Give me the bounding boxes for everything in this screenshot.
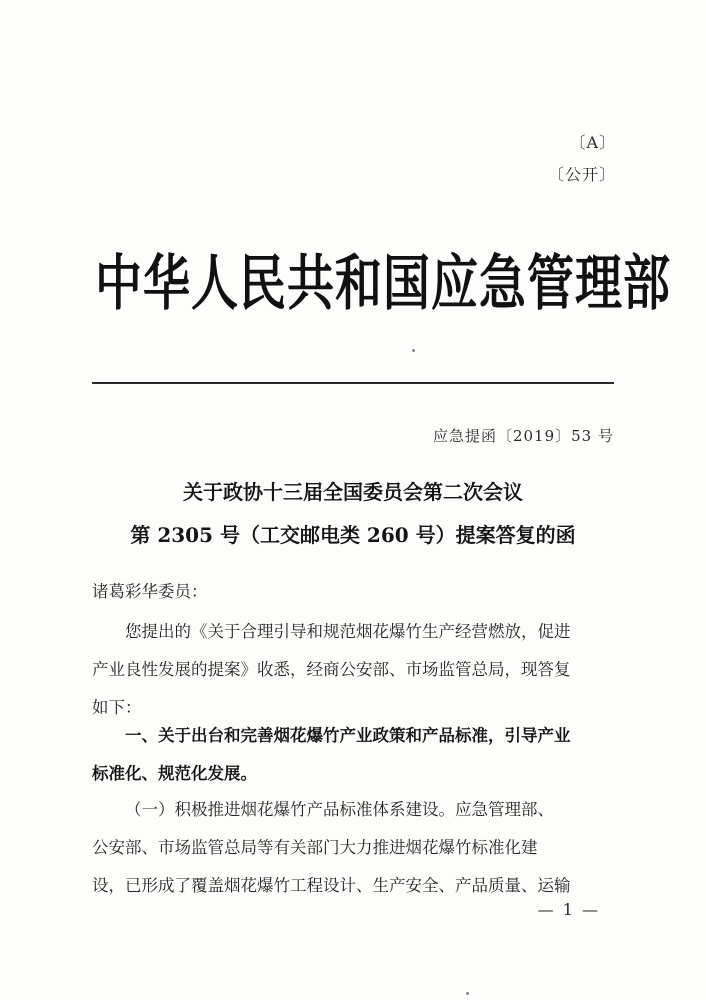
subject-line-2: 第 2305 号（工交邮电类 260 号）提案答复的函 — [130, 523, 576, 547]
scan-speck — [412, 349, 415, 352]
classification-label: 〔A〕 — [569, 133, 616, 152]
paragraph-2-line-1: （一）积极推进烟花爆竹产品标准体系建设。应急管理部、 — [125, 800, 554, 819]
organization-title: 中华人民共和国应急管理部 — [95, 248, 671, 320]
paragraph-2-line-3: 设，已形成了覆盖烟花爆竹工程设计、生产安全、产品质量、运输 — [92, 876, 571, 895]
section-heading-line-1: 一、关于出台和完善烟花爆竹产业政策和产品标准，引导产业 — [125, 726, 571, 745]
document-number: 应急提函〔2019〕53 号 — [432, 427, 614, 445]
scan-speck — [466, 992, 469, 995]
paragraph-1-line-1: 您提出的《关于合理引导和规范烟花爆竹生产经营燃放，促进 — [125, 622, 571, 641]
subject-line-1: 关于政协十三届全国委员会第二次会议 — [183, 480, 523, 504]
paragraph-1-line-3: 如下： — [92, 698, 142, 717]
page-number: — 1 — — [537, 900, 600, 919]
paragraph-1-line-2: 产业良性发展的提案》收悉，经商公安部、市场监管总局，现答复 — [92, 660, 571, 679]
header-divider — [92, 382, 614, 384]
salutation: 诸葛彩华委员： — [92, 582, 208, 601]
section-heading-line-2: 标准化、规范化发展。 — [92, 764, 257, 783]
disclosure-label: 〔公开〕 — [547, 165, 616, 184]
paragraph-2-line-2: 公安部、市场监管总局等有关部门大力推进烟花爆竹标准化建 — [92, 838, 538, 857]
